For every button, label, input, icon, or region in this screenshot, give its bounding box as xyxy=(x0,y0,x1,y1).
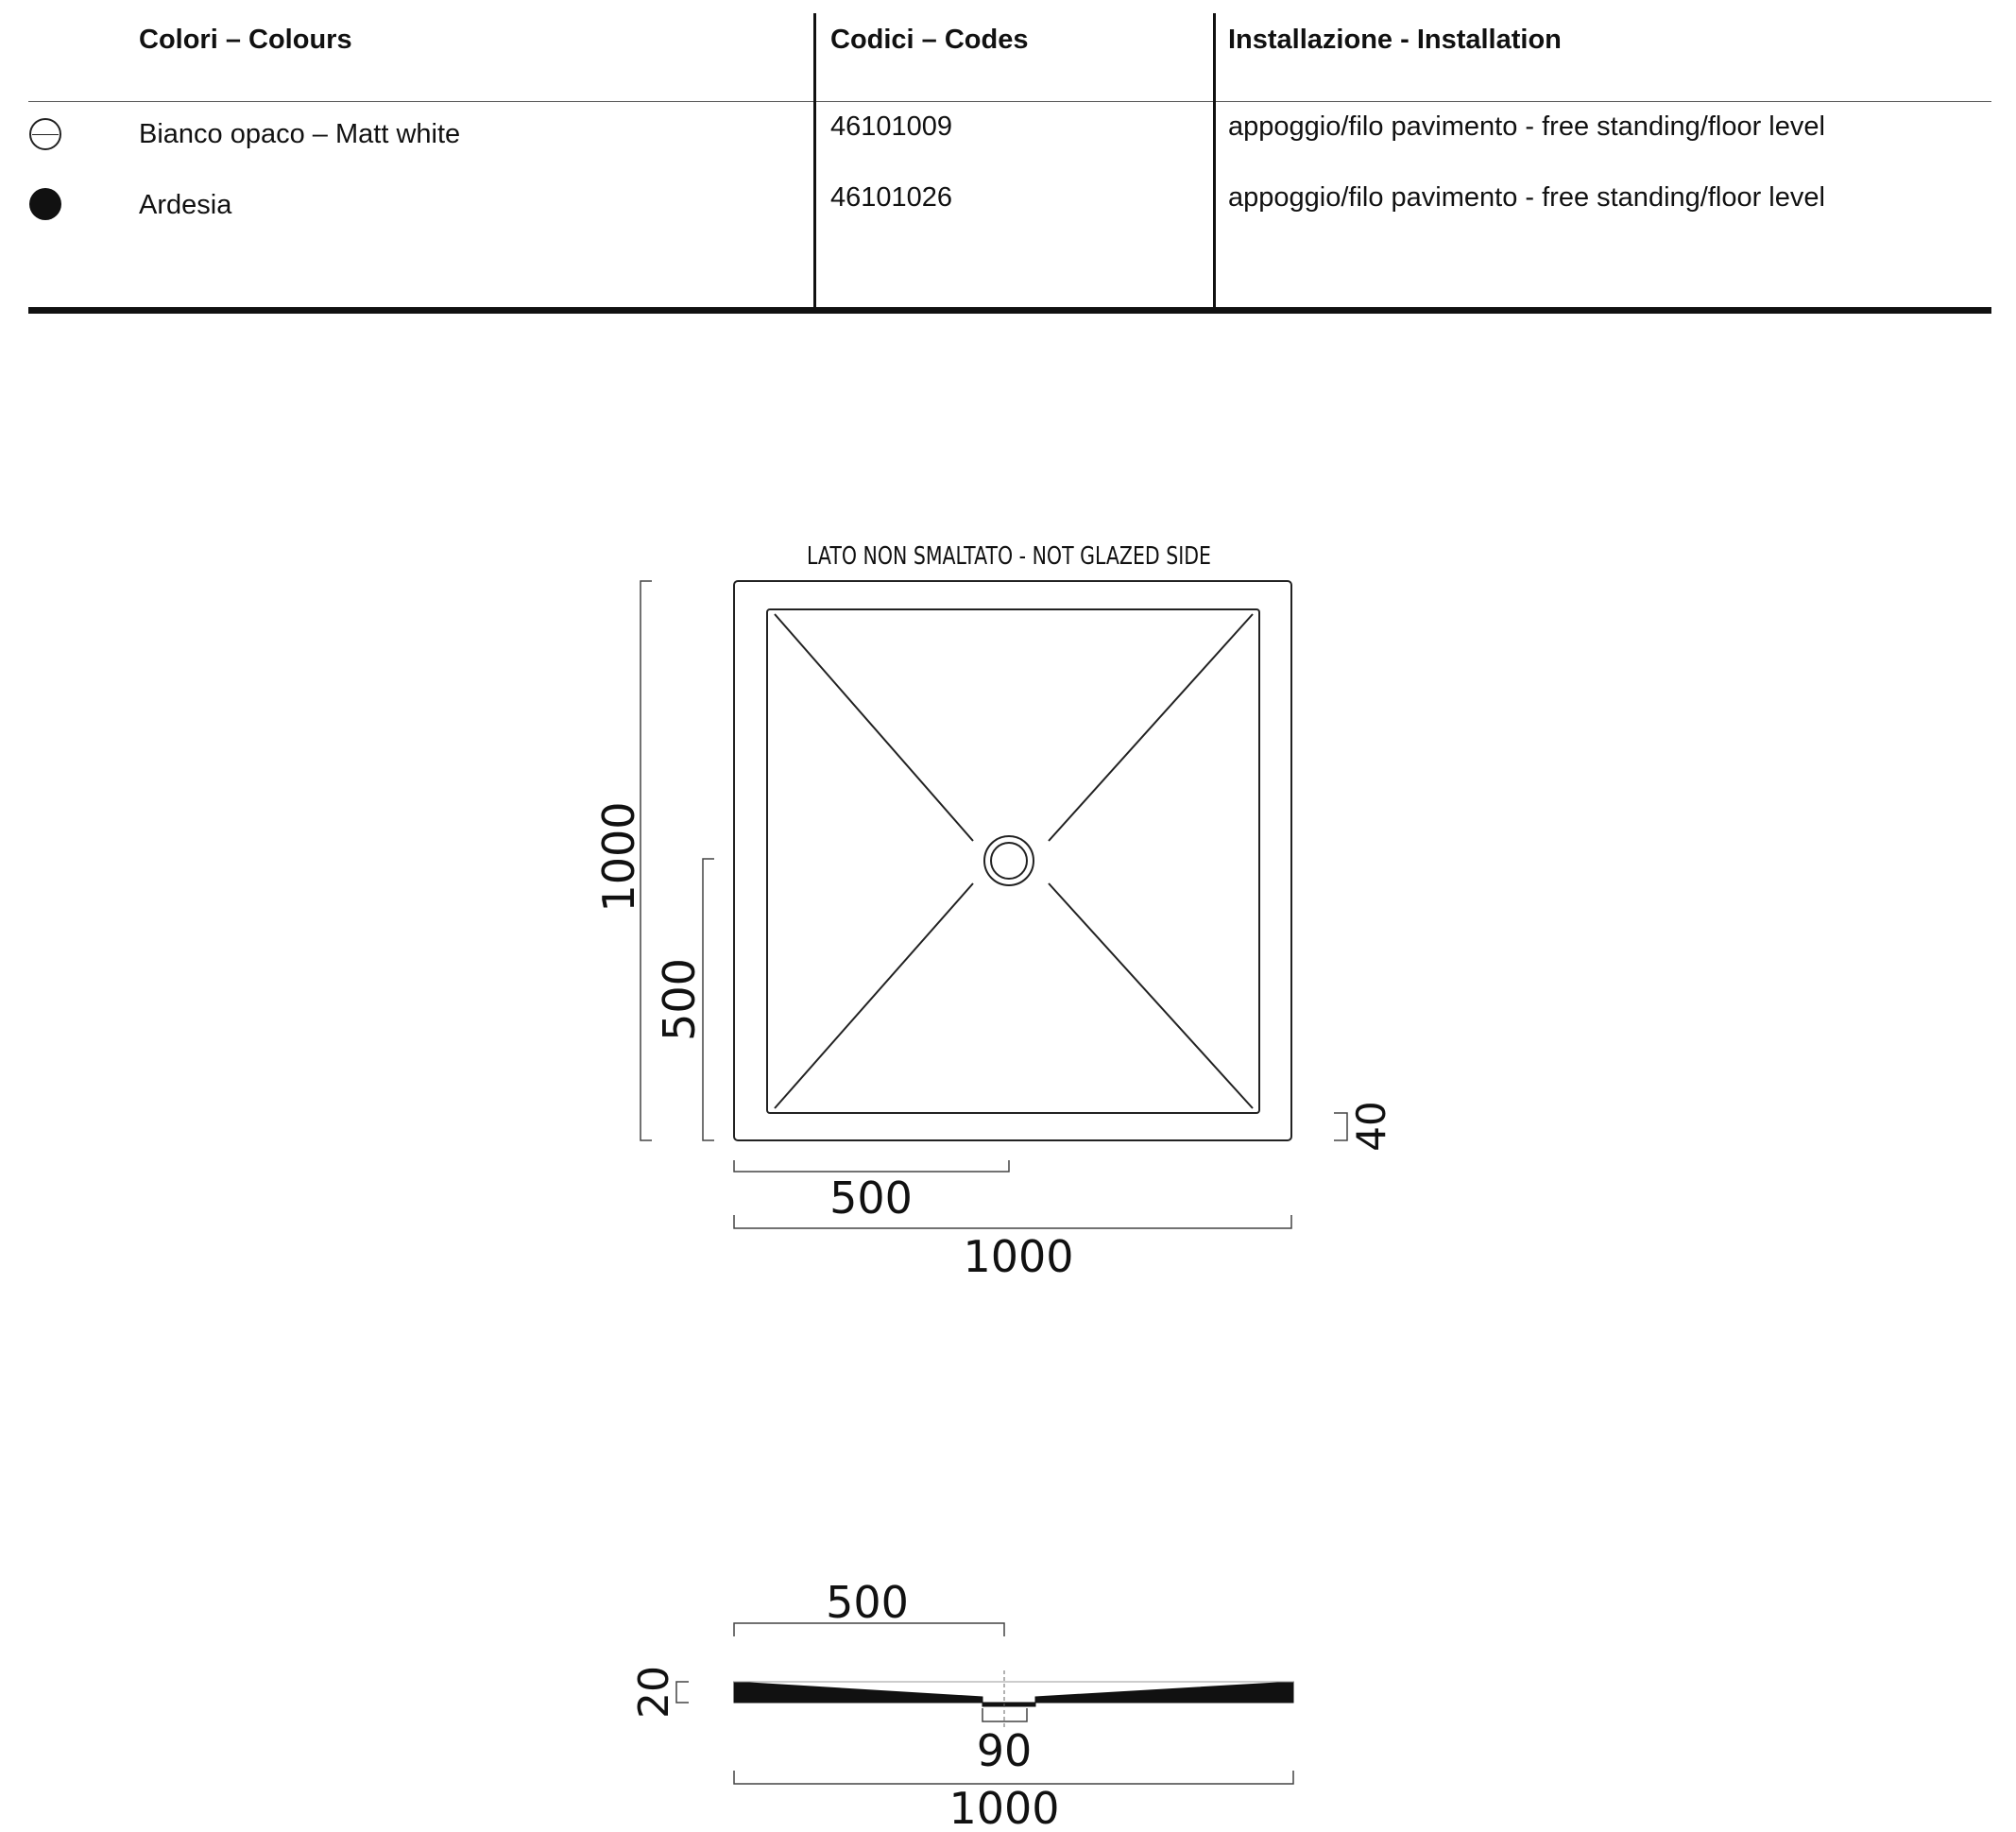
installation-type: appoggio/filo pavimento - free standing/floor level xyxy=(1228,111,1825,142)
width-half-dimension xyxy=(734,1160,1009,1172)
section-half-label: 500 xyxy=(826,1577,909,1628)
slope-line xyxy=(775,883,973,1108)
installation-type: appoggio/filo pavimento - free standing/floor level xyxy=(1228,182,1825,213)
shower-tray-plan xyxy=(734,581,1291,1140)
thickness-label: 20 xyxy=(630,1666,678,1719)
section-total-label: 1000 xyxy=(948,1783,1060,1832)
colour-name: Bianco opaco – Matt white xyxy=(139,119,461,149)
height-half-label: 500 xyxy=(654,958,705,1041)
product-code: 46101026 xyxy=(830,182,953,213)
shower-tray-section xyxy=(734,1670,1293,1729)
header-installation: Installazione - Installation xyxy=(1228,25,1562,55)
height-total-label: 1000 xyxy=(593,801,644,913)
slope-line xyxy=(1049,883,1253,1108)
colour-name: Ardesia xyxy=(139,190,232,220)
product-code: 46101009 xyxy=(830,111,953,142)
header-codes: Codici – Codes xyxy=(830,25,1029,55)
slope-line xyxy=(1049,614,1253,841)
drain-label: 90 xyxy=(976,1725,1033,1776)
section-profile xyxy=(734,1682,1293,1706)
width-total-label: 1000 xyxy=(963,1231,1074,1282)
slope-line xyxy=(775,614,973,841)
edge-label: 40 xyxy=(1348,1101,1394,1152)
header-colours: Colori – Colours xyxy=(139,25,352,55)
tray-inner-outline xyxy=(767,609,1259,1113)
width-total-dimension xyxy=(734,1215,1291,1228)
width-half-label: 500 xyxy=(829,1173,913,1224)
drain-icon xyxy=(984,836,1034,885)
plan-caption: LATO NON SMALTATO - NOT GLAZED SIDE xyxy=(807,542,1211,571)
edge-dimension xyxy=(1334,1113,1347,1140)
